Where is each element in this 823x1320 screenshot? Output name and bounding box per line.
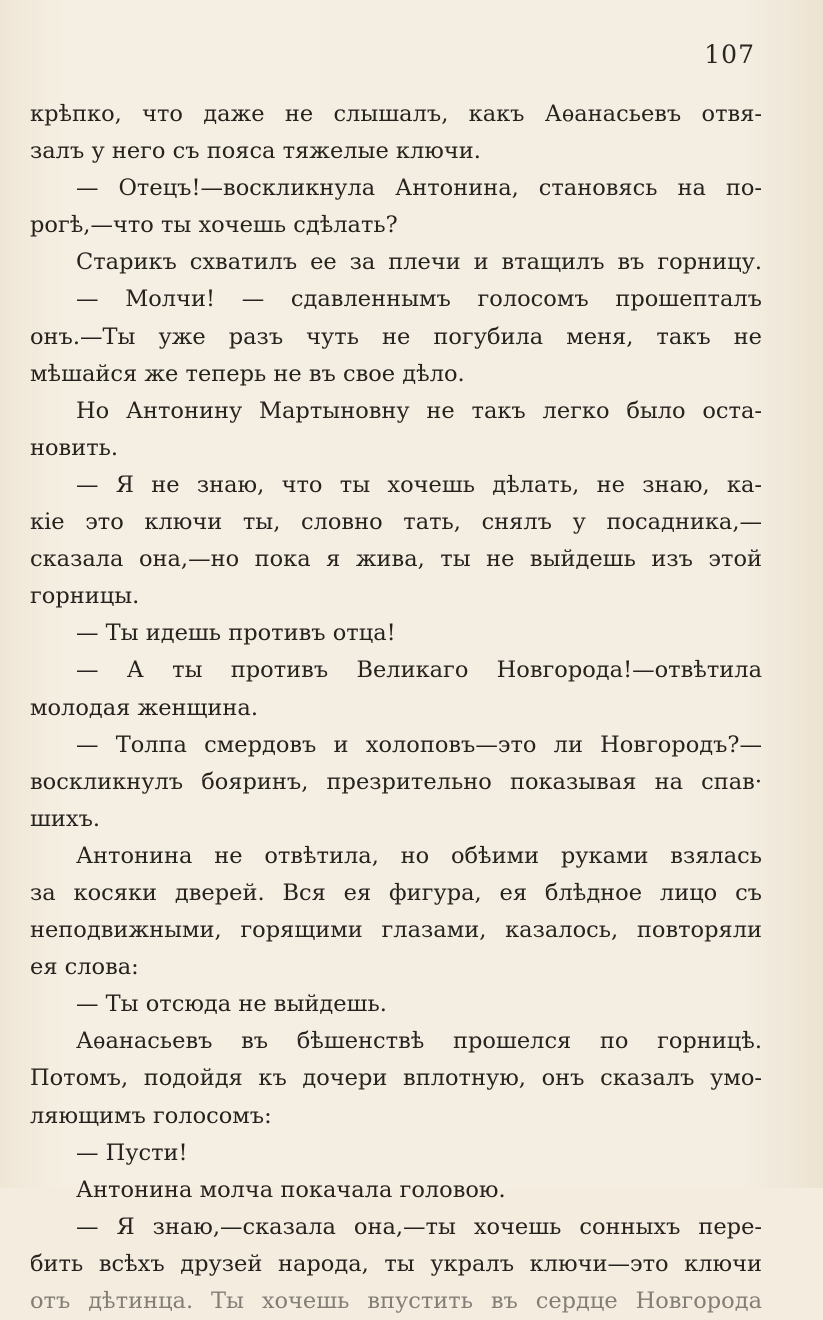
text-line: воскликнулъ бояринъ, презрительно показывая на спав·	[30, 768, 762, 795]
text-line: горницы.	[30, 583, 140, 610]
text-line: залъ у него съ пояса тяжелые ключи.	[30, 138, 481, 165]
text-line: — А ты противъ Великаго Новгорода!—отвѣтила	[76, 657, 762, 684]
text-line: мѣшайся же теперь не въ свое дѣло.	[30, 360, 465, 387]
text-line: неподвижными, горящими глазами, казалось, повторяли	[30, 917, 762, 944]
text-line: — Молчи! — сдавленнымъ голосомъ прошепталъ	[76, 286, 762, 313]
text-block	[30, 96, 762, 1314]
text-line: Потомъ, подойдя къ дочери вплотную, онъ сказалъ умо-	[30, 1065, 762, 1092]
text-line: — Я знаю,—сказала она,—ты хочешь сонныхъ пере-	[76, 1213, 762, 1240]
text-line: сказала она,—но пока я жива, ты не выйдешь изъ этой	[30, 546, 762, 573]
text-line: молодая женщина.	[30, 694, 258, 721]
page-number: 107	[704, 40, 755, 69]
text-line: новить.	[30, 434, 119, 461]
text-line: ляющимъ голосомъ:	[30, 1102, 272, 1129]
text-line: бить всѣхъ друзей народа, ты укралъ ключи—это ключи	[30, 1250, 762, 1277]
text-line: шихъ.	[30, 805, 101, 832]
text-line: Старикъ схватилъ ее за плечи и втащилъ въ горницу.	[76, 249, 762, 276]
text-line: Аѳанасьевъ въ бѣшенствѣ прошелся по горницѣ.	[76, 1028, 762, 1055]
text-line: онъ.—Ты уже разъ чуть не погубила меня, такъ не	[30, 323, 762, 350]
text-line: — Пусти!	[76, 1139, 188, 1166]
text-line: — Ты идешь противъ отца!	[76, 620, 396, 647]
text-line: за косяки дверей. Вся ея фигура, ея блѣдное лицо съ	[30, 879, 762, 906]
text-line: отъ дѣтинца. Ты хочешь впустить въ сердце Новгорода	[30, 1288, 762, 1314]
text-line: Но Антонину Мартыновну не такъ легко было оста-	[76, 397, 762, 424]
text-line: Антонина молча покачала головою.	[76, 1176, 506, 1203]
text-line: — Отецъ!—воскликнула Антонина, становясь на по-	[76, 175, 762, 202]
text-line: рогѣ,—что ты хочешь сдѣлать?	[30, 212, 398, 239]
text-line: — Я не знаю, что ты хочешь дѣлать, не знаю, ка-	[76, 471, 762, 498]
text-line: — Толпа смердовъ и холоповъ—это ли Новгородъ?—	[76, 731, 762, 758]
text-line: Антонина не отвѣтила, но обѣими руками взялась	[76, 842, 762, 869]
text-line: ея слова:	[30, 954, 139, 981]
text-line: — Ты отсюда не выйдешь.	[76, 991, 387, 1018]
text-line: кіе это ключи ты, словно тать, снялъ у посадника,—	[30, 509, 762, 536]
text-line: крѣпко, что даже не слышалъ, какъ Аѳанасьевъ отвя-	[30, 101, 762, 127]
